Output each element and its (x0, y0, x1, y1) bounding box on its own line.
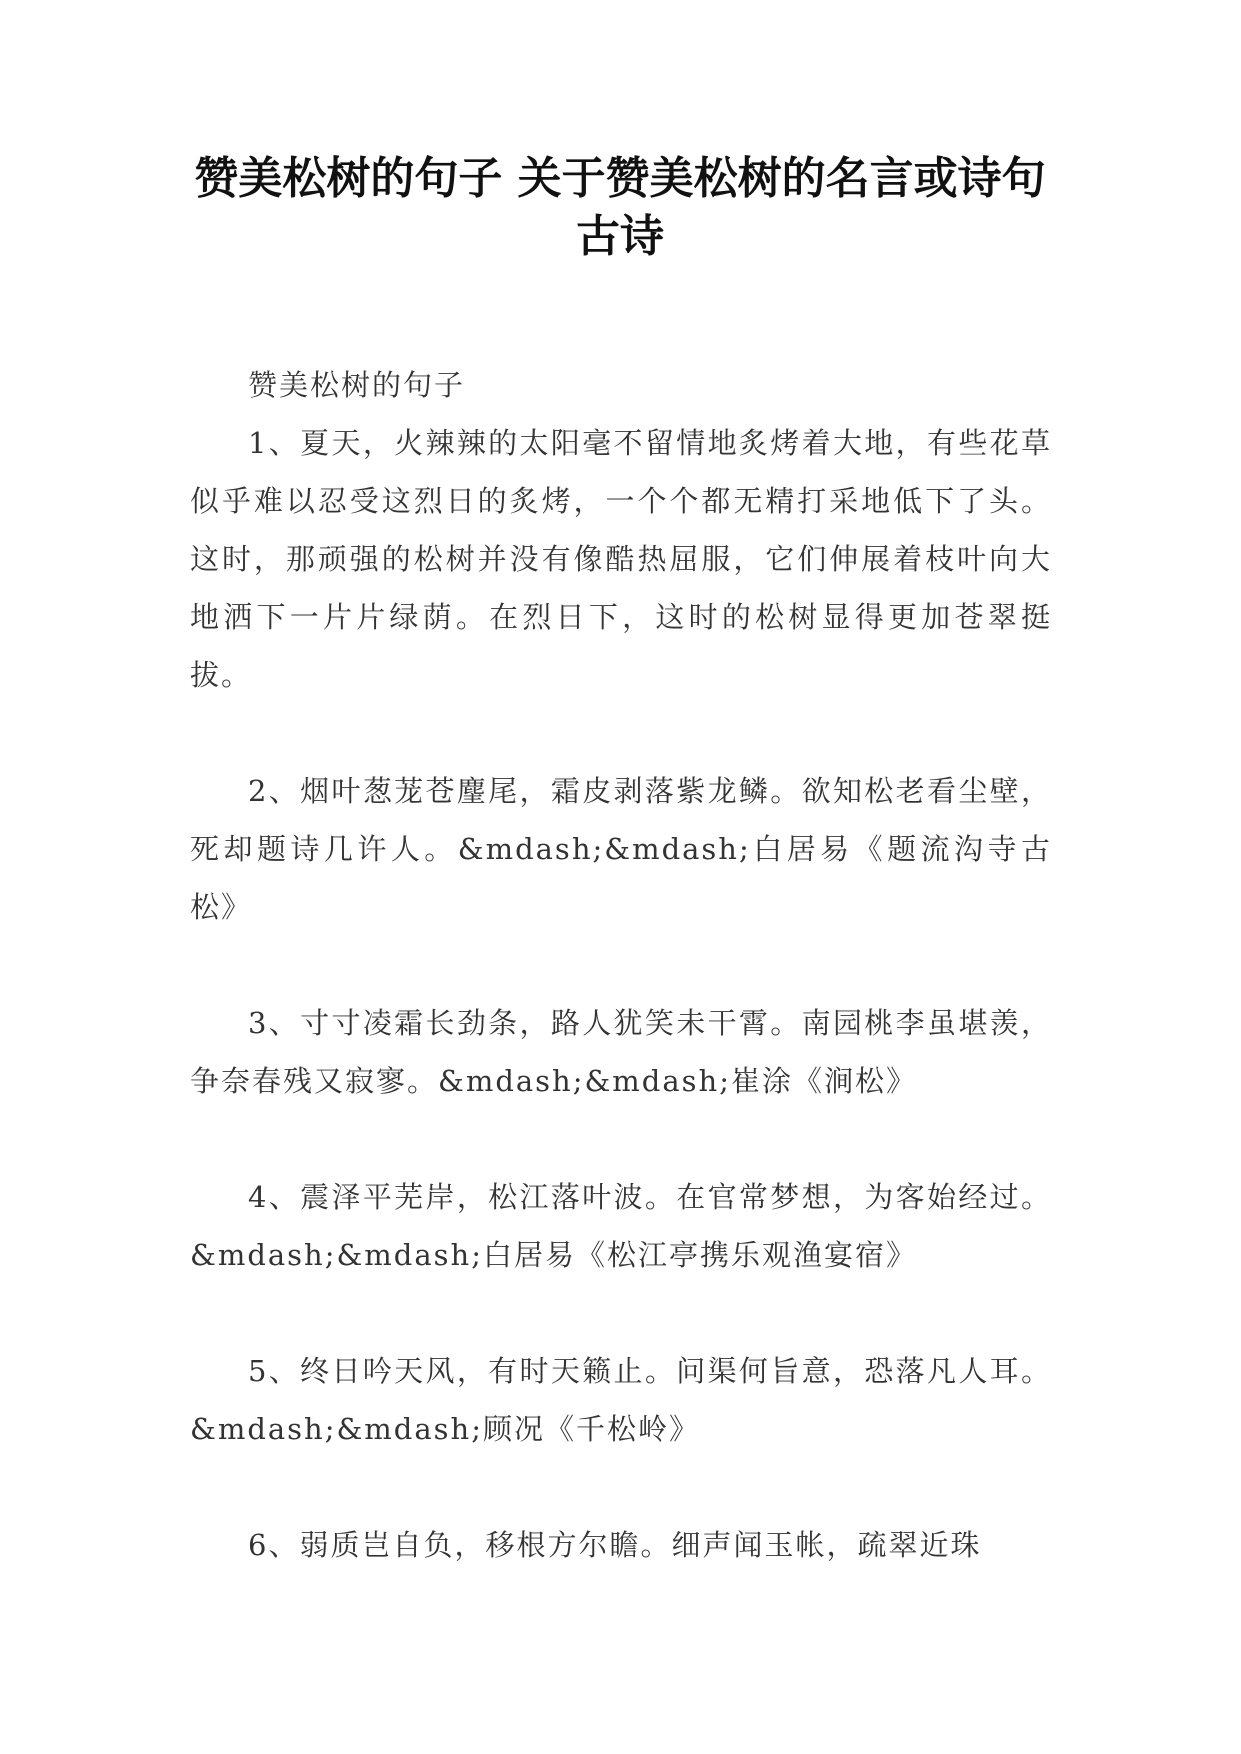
paragraph-6: 6、弱质岂自负，移根方尔瞻。细声闻玉帐，疏翠近珠 (248, 1528, 982, 1562)
document-body (190, 356, 1052, 1574)
paragraph-2: 2、烟叶葱茏苍麈尾，霜皮剥落紫龙鳞。欲知松老看尘壁，死却题诗几许人。&mdash;&mdash;白居易《题流沟寺古松》 (190, 774, 1052, 924)
paragraph-1: 1、夏天，火辣辣的太阳毫不留情地炙烤着大地，有些花草似乎难以忍受这烈日的炙烤，一个个都无精打采地低下了头。这时，那顽强的松树并没有像酷热屈服，它们伸展着枝叶向大地洒下一片片绿荫。在烈日下，这时的松树显得更加苍翠挺拔。 (190, 426, 1052, 692)
paragraph-4: 4、震泽平芜岸，松江落叶波。在官常梦想，为客始经过。&mdash;&mdash;白居易《松江亭携乐观渔宴宿》 (190, 1180, 1052, 1272)
section-heading: 赞美松树的句子 (248, 368, 466, 402)
paragraph-5: 5、终日吟天风，有时天籁止。问渠何旨意，恐落凡人耳。&mdash;&mdash;顾况《千松岭》 (190, 1354, 1052, 1446)
paragraph-3: 3、寸寸凌霜长劲条，路人犹笑未干霄。南园桃李虽堪羡，争奈春残又寂寥。&mdash;&mdash;崔涂《涧松》 (190, 1006, 1052, 1098)
document-title: 赞美松树的句子 关于赞美松树的名言或诗句古诗 (194, 153, 1046, 262)
